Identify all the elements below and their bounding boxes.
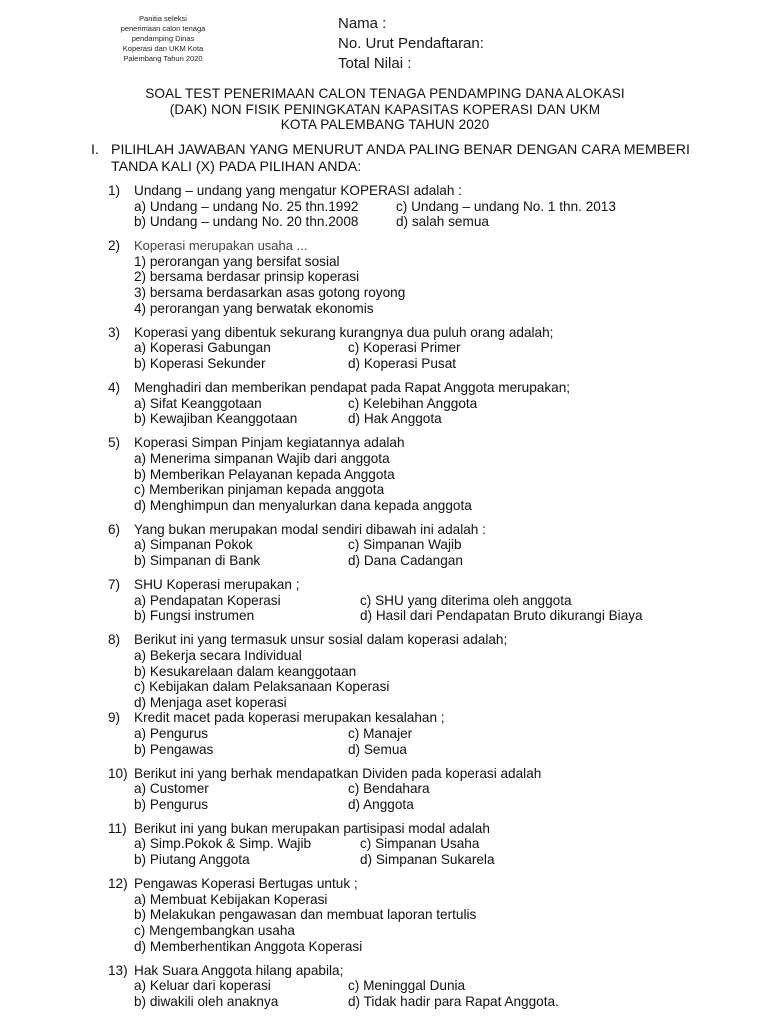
answer-option[interactable]: c) Simpanan Wajib bbox=[348, 537, 462, 553]
committee-label bbox=[94, 14, 232, 64]
candidate-fields bbox=[338, 14, 484, 74]
answer-option[interactable]: d) Memberhentikan Anggota Koperasi bbox=[134, 938, 363, 954]
answer-option[interactable]: b) Memberikan Pelayanan kepada Anggota bbox=[134, 466, 395, 482]
answer-option[interactable]: a) Pendapatan Koperasi bbox=[134, 592, 281, 608]
question-number: 13) bbox=[108, 962, 128, 978]
question-text: Berikut ini yang termasuk unsur sosial dalam koperasi adalah; bbox=[134, 632, 508, 648]
question-number: 2) bbox=[108, 238, 121, 254]
question-text: Pengawas Koperasi Bertugas untuk ; bbox=[134, 876, 358, 892]
title-line: KOTA PALEMBANG TAHUN 2020 bbox=[280, 117, 490, 132]
answer-option[interactable]: b) Kewajiban Keanggotaan bbox=[134, 411, 298, 427]
answer-option[interactable]: a) Simp.Pokok & Simp. Wajib bbox=[134, 836, 312, 852]
question-number: 6) bbox=[108, 521, 121, 537]
answer-option[interactable]: d) Tidak hadir para Rapat Anggota. bbox=[348, 993, 559, 1009]
question-number: 4) bbox=[108, 380, 121, 396]
answer-option[interactable]: b) Melakukan pengawasan dan membuat laporan tertulis bbox=[134, 907, 477, 923]
question-text: Menghadiri dan memberikan pendapat pada Rapat Anggota merupakan; bbox=[134, 380, 571, 396]
answer-option[interactable]: a) Menerima simpanan Wajib dari anggota bbox=[134, 450, 390, 466]
section-number: I. bbox=[91, 142, 99, 158]
answer-option[interactable]: d) Dana Cadangan bbox=[348, 552, 463, 568]
answer-option[interactable]: c) Manajer bbox=[348, 725, 413, 741]
answer-option[interactable]: a) Bekerja secara Individual bbox=[134, 647, 302, 663]
answer-option[interactable]: c) Koperasi Primer bbox=[348, 340, 461, 356]
question-number: 9) bbox=[108, 710, 121, 726]
answer-option[interactable]: a) Pengurus bbox=[134, 725, 209, 741]
question-number: 1) bbox=[108, 183, 121, 198]
question-number: 8) bbox=[108, 632, 121, 648]
question-item bbox=[108, 325, 708, 372]
answer-option[interactable]: c) Meninggal Dunia bbox=[348, 978, 466, 994]
answer-option[interactable]: b) Pengurus bbox=[134, 796, 209, 812]
question-number: 3) bbox=[108, 324, 121, 340]
answer-option[interactable]: d) Anggota bbox=[348, 796, 414, 812]
question-text: SHU Koperasi merupakan ; bbox=[134, 577, 300, 593]
answer-option[interactable]: a) Undang – undang No. 25 thn.1992 bbox=[134, 198, 359, 214]
question-item bbox=[108, 963, 708, 1010]
question-text: Berikut ini yang bukan merupakan partisipasi modal adalah bbox=[134, 820, 490, 836]
answer-option[interactable]: a) Customer bbox=[134, 781, 209, 797]
answer-option[interactable]: c) Bendahara bbox=[348, 781, 430, 797]
committee-line: penerimaan calon tenaga bbox=[120, 24, 206, 33]
answer-option[interactable]: c) Undang – undang No. 1 thn. 2013 bbox=[396, 198, 616, 214]
question-item bbox=[108, 183, 708, 230]
instruction-line: PILIHLAH JAWABAN YANG MENURUT ANDA PALING BENAR DENGAN CARA MEMBERI bbox=[111, 142, 690, 158]
answer-option[interactable]: c) Kelebihan Anggota bbox=[348, 395, 478, 411]
question-item bbox=[108, 632, 708, 710]
question-text: Undang – undang yang mengatur KOPERASI adalah : bbox=[134, 183, 462, 198]
answer-option[interactable]: d) Simpanan Sukarela bbox=[360, 852, 495, 868]
answer-option[interactable]: d) Hasil dari Pendapatan Bruto dikurangi Biaya bbox=[360, 608, 643, 624]
answer-option[interactable]: b) diwakili oleh anaknya bbox=[134, 993, 279, 1009]
name-field-label: Nama : bbox=[338, 15, 387, 32]
question-item bbox=[108, 766, 708, 813]
question-text: Koperasi yang dibentuk sekurang kurangnya dua puluh orang adalah; bbox=[134, 324, 554, 340]
question-text: Koperasi merupakan usaha ... bbox=[134, 238, 308, 254]
answer-option[interactable]: 3) bersama berdasarkan asas gotong royong bbox=[134, 285, 406, 301]
answer-option[interactable]: d) Hak Anggota bbox=[348, 411, 442, 427]
committee-line: Koperasi dan UKM Kota bbox=[122, 44, 204, 53]
answer-option[interactable]: b) Koperasi Sekunder bbox=[134, 355, 266, 371]
answer-option[interactable]: b) Pengawas bbox=[134, 741, 214, 757]
answer-option[interactable]: 2) bersama berdasar prinsip koperasi bbox=[134, 269, 360, 285]
question-item bbox=[108, 522, 708, 569]
question-item bbox=[108, 380, 708, 427]
committee-line: Palembang Tahun 2020 bbox=[123, 54, 203, 63]
answer-option[interactable]: 4) perorangan yang berwatak ekonomis bbox=[134, 300, 374, 316]
question-text: Yang bukan merupakan modal sendiri dibawah ini adalah : bbox=[134, 521, 486, 537]
question-text: Hak Suara Anggota hilang apabila; bbox=[134, 962, 344, 978]
answer-option[interactable]: b) Kesukarelaan dalam keanggotaan bbox=[134, 663, 357, 679]
title-line: SOAL TEST PENERIMAAN CALON TENAGA PENDAMPING DANA ALOKASI bbox=[145, 86, 625, 101]
answer-option[interactable]: c) Simpanan Usaha bbox=[360, 836, 480, 852]
answer-option[interactable]: b) Fungsi instrumen bbox=[134, 608, 255, 624]
answer-option[interactable]: b) Simpanan di Bank bbox=[134, 552, 261, 568]
committee-line: Panitia seleksi bbox=[139, 14, 187, 23]
section-instruction bbox=[91, 142, 691, 176]
committee-line: pendamping Dinas bbox=[131, 34, 195, 43]
answer-option[interactable]: 1) perorangan yang bersifat sosial bbox=[134, 253, 340, 269]
answer-option[interactable]: a) Keluar dari koperasi bbox=[134, 978, 271, 994]
answer-option[interactable]: c) Memberikan pinjaman kepada anggota bbox=[134, 482, 385, 498]
question-number: 10) bbox=[108, 765, 128, 781]
answer-option[interactable]: d) Menjaga aset koperasi bbox=[134, 694, 287, 710]
question-number: 5) bbox=[108, 435, 121, 451]
question-number: 7) bbox=[108, 577, 121, 593]
title-line: (DAK) NON FISIK PENINGKATAN KAPASITAS KOPERASI DAN UKM bbox=[169, 101, 601, 117]
answer-option[interactable]: a) Sifat Keanggotaan bbox=[134, 395, 262, 411]
answer-option[interactable]: a) Membuat Kebijakan Koperasi bbox=[134, 891, 328, 907]
question-text: Kredit macet pada koperasi merupakan kesalahan ; bbox=[134, 710, 445, 726]
question-text: Berikut ini yang berhak mendapatkan Dividen pada koperasi adalah bbox=[134, 765, 542, 781]
answer-option[interactable]: a) Koperasi Gabungan bbox=[134, 340, 271, 356]
answer-option[interactable]: d) Semua bbox=[348, 741, 407, 757]
answer-option[interactable]: d) Koperasi Pusat bbox=[348, 355, 457, 371]
total-score-label: Total Nilai : bbox=[338, 55, 412, 72]
answer-option[interactable]: c) SHU yang diterima oleh anggota bbox=[360, 592, 572, 608]
instruction-line: TANDA KALI (X) PADA PILIHAN ANDA: bbox=[111, 159, 362, 175]
document-title bbox=[80, 86, 690, 133]
question-item bbox=[108, 821, 708, 868]
answer-option[interactable]: c) Kebijakan dalam Pelaksanaan Koperasi bbox=[134, 679, 390, 695]
answer-option[interactable]: d) salah semua bbox=[396, 214, 489, 230]
question-list bbox=[108, 183, 708, 1018]
question-number: 11) bbox=[108, 820, 127, 836]
answer-option[interactable]: b) Piutang Anggota bbox=[134, 852, 250, 868]
answer-option[interactable]: b) Undang – undang No. 20 thn.2008 bbox=[134, 214, 359, 230]
question-item bbox=[108, 435, 708, 513]
registration-number-label: No. Urut Pendaftaran: bbox=[338, 35, 484, 52]
question-item bbox=[108, 710, 708, 757]
question-item bbox=[108, 577, 708, 624]
question-item bbox=[108, 238, 708, 316]
question-item bbox=[108, 876, 708, 954]
question-number: 12) bbox=[108, 876, 128, 892]
answer-option[interactable]: c) Mengembangkan usaha bbox=[134, 922, 295, 938]
question-text: Koperasi Simpan Pinjam kegiatannya adalah bbox=[134, 435, 405, 451]
answer-option[interactable]: d) Menghimpun dan menyalurkan dana kepada anggota bbox=[134, 497, 472, 513]
answer-option[interactable]: a) Simpanan Pokok bbox=[134, 537, 253, 553]
